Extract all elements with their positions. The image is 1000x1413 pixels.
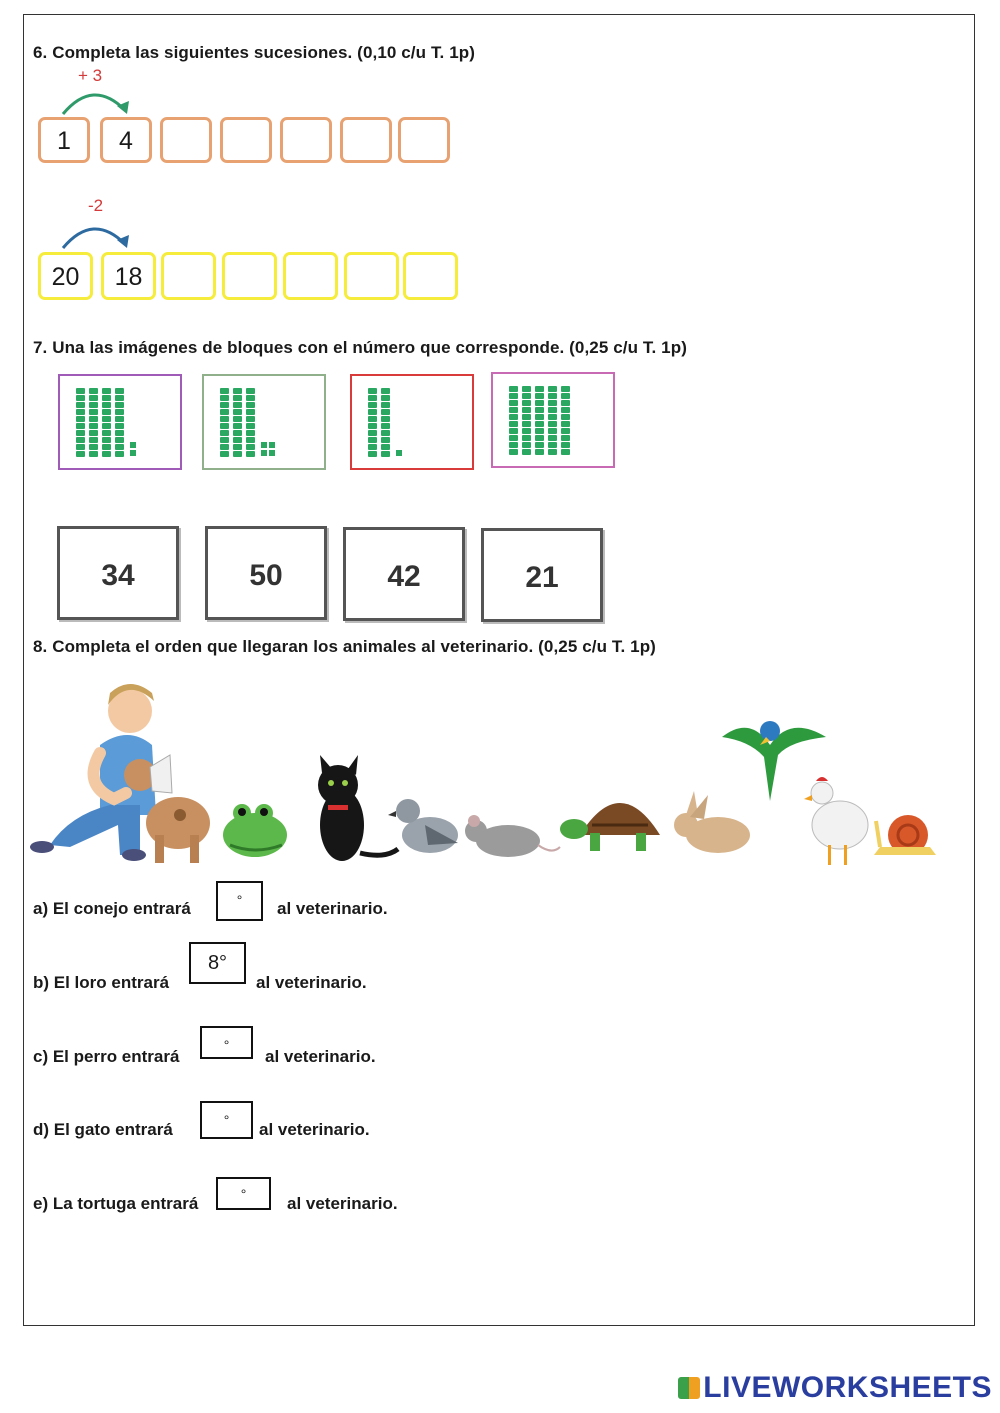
ten-rod-segment <box>246 437 255 443</box>
ten-rod-segment <box>368 388 377 394</box>
ten-rod-segment <box>220 388 229 394</box>
ten-rod-segment <box>509 407 518 413</box>
ten-rod-segment <box>368 451 377 457</box>
ten-rod-segment <box>246 395 255 401</box>
q7-title: 7. Una las imágenes de bloques con el número que corresponde. (0,25 c/u T. 1p) <box>33 338 687 357</box>
seq2-box-3[interactable] <box>161 252 216 300</box>
ten-rod-segment <box>522 407 531 413</box>
ten-rod-segment <box>233 423 242 429</box>
ten-rod-segment <box>89 451 98 457</box>
ten-rod-segment <box>89 423 98 429</box>
ten-rod-segment <box>548 414 557 420</box>
hen-icon <box>804 777 868 865</box>
ten-rod-segment <box>561 449 570 455</box>
answer-suffix-d: al veterinario. <box>259 1120 370 1139</box>
ten-rod-segment <box>522 386 531 392</box>
q8-title: 8. Completa el orden que llegaran los animales al veterinario. (0,25 c/u T. 1p) <box>33 637 656 656</box>
ten-rod-segment <box>561 407 570 413</box>
ten-rod-segment <box>76 402 85 408</box>
ten-rod-segment <box>115 388 124 394</box>
ten-rod-segment <box>76 423 85 429</box>
ten-rod-segment <box>233 402 242 408</box>
ten-rod-segment <box>548 407 557 413</box>
ten-rod-segment <box>368 395 377 401</box>
ten-rod-segment <box>535 442 544 448</box>
ten-rod-segment <box>509 386 518 392</box>
base-ten-blocks-icon <box>352 376 472 468</box>
ten-rod-segment <box>102 423 111 429</box>
ten-rod-segment <box>76 409 85 415</box>
ten-rod-segment <box>102 395 111 401</box>
ten-rod-segment <box>220 395 229 401</box>
block-card-4[interactable] <box>491 372 615 468</box>
ten-rod-segment <box>509 421 518 427</box>
ten-rod-segment <box>535 393 544 399</box>
ten-rod-segment <box>548 386 557 392</box>
ten-rod-segment <box>89 430 98 436</box>
ten-rod-segment <box>115 409 124 415</box>
ten-rod-segment <box>233 395 242 401</box>
ten-rod-segment <box>246 451 255 457</box>
ten-rod-segment <box>561 435 570 441</box>
ten-rod-segment <box>220 444 229 450</box>
ten-rod-segment <box>381 409 390 415</box>
ten-rod-segment <box>76 437 85 443</box>
seq2-operation: -2 <box>88 196 104 215</box>
vet-animals-illustration <box>30 675 945 875</box>
ten-rod-segment <box>246 423 255 429</box>
ten-rod-segment <box>102 430 111 436</box>
ten-rod-segment <box>535 435 544 441</box>
number-card-1[interactable]: 34 <box>57 526 179 620</box>
ten-rod-segment <box>115 437 124 443</box>
answer-input-b[interactable]: 8° <box>189 942 246 984</box>
ten-rod-segment <box>522 435 531 441</box>
ten-rod-segment <box>535 414 544 420</box>
answer-label-c: c) El perro entrará <box>33 1047 180 1066</box>
base-ten-blocks-icon <box>60 376 180 468</box>
unit-cube <box>269 450 275 456</box>
ten-rod-segment <box>548 449 557 455</box>
ten-rod-segment <box>535 400 544 406</box>
ten-rod-segment <box>368 402 377 408</box>
ten-rod-segment <box>522 400 531 406</box>
ten-rod-segment <box>233 451 242 457</box>
seq2-box-4[interactable] <box>222 252 277 300</box>
ten-rod-segment <box>246 409 255 415</box>
ten-rod-segment <box>522 393 531 399</box>
ten-rod-segment <box>522 442 531 448</box>
ten-rod-segment <box>509 428 518 434</box>
ten-rod-segment <box>89 402 98 408</box>
logo-text: LIVEWORKSHEETS <box>703 1371 992 1404</box>
ten-rod-segment <box>115 416 124 422</box>
liveworksheets-logo <box>678 1371 992 1405</box>
ten-rod-segment <box>89 444 98 450</box>
mouse-icon <box>465 815 560 857</box>
ten-rod-segment <box>522 428 531 434</box>
unit-cube <box>130 442 136 448</box>
ten-rod-segment <box>246 430 255 436</box>
unit-cube <box>261 450 267 456</box>
ten-rod-segment <box>89 437 98 443</box>
ten-rod-segment <box>89 409 98 415</box>
ten-rod-segment <box>102 409 111 415</box>
ten-rod-segment <box>381 444 390 450</box>
ten-rod-segment <box>115 395 124 401</box>
ten-rod-segment <box>561 414 570 420</box>
seq1-box-1: 1 <box>38 117 90 163</box>
ten-rod-segment <box>368 437 377 443</box>
seq2-box-2: 18 <box>101 252 156 300</box>
unit-cube <box>261 442 267 448</box>
unit-cube <box>269 442 275 448</box>
ten-rod-segment <box>368 423 377 429</box>
ten-rod-segment <box>381 437 390 443</box>
ten-rod-segment <box>76 451 85 457</box>
ten-rod-segment <box>115 430 124 436</box>
seq1-box-6[interactable] <box>340 117 392 163</box>
ten-rod-segment <box>561 393 570 399</box>
ten-rod-segment <box>233 430 242 436</box>
ten-rod-segment <box>233 416 242 422</box>
ten-rod-segment <box>522 414 531 420</box>
number-card-4[interactable]: 21 <box>481 528 603 622</box>
frog-icon <box>223 804 287 857</box>
ten-rod-segment <box>246 402 255 408</box>
ten-rod-segment <box>102 388 111 394</box>
ten-rod-segment <box>548 393 557 399</box>
ten-rod-segment <box>509 400 518 406</box>
block-card-3[interactable] <box>350 374 474 470</box>
answer-input-c[interactable]: ° <box>200 1026 253 1059</box>
ten-rod-segment <box>522 421 531 427</box>
ten-rod-segment <box>535 421 544 427</box>
base-ten-blocks-icon <box>204 376 324 468</box>
answer-suffix-c: al veterinario. <box>265 1047 376 1066</box>
ten-rod-segment <box>381 430 390 436</box>
ten-rod-segment <box>381 451 390 457</box>
ten-rod-segment <box>535 428 544 434</box>
ten-rod-segment <box>561 442 570 448</box>
ten-rod-segment <box>102 444 111 450</box>
ten-rod-segment <box>548 428 557 434</box>
ten-rod-segment <box>381 395 390 401</box>
ten-rod-segment <box>381 416 390 422</box>
ten-rod-segment <box>535 449 544 455</box>
ten-rod-segment <box>102 451 111 457</box>
unit-cube <box>130 450 136 456</box>
ten-rod-segment <box>76 430 85 436</box>
snail-icon <box>874 815 936 855</box>
ten-rod-segment <box>368 430 377 436</box>
ten-rod-segment <box>548 421 557 427</box>
ten-rod-segment <box>246 444 255 450</box>
ten-rod-segment <box>220 423 229 429</box>
answer-label-d: d) El gato entrará <box>33 1120 173 1139</box>
ten-rod-segment <box>89 416 98 422</box>
seq1-box-4[interactable] <box>220 117 272 163</box>
ten-rod-segment <box>548 435 557 441</box>
ten-rod-segment <box>381 388 390 394</box>
number-card-3[interactable]: 42 <box>343 527 465 621</box>
seq2-box-7[interactable] <box>403 252 458 300</box>
ten-rod-segment <box>102 416 111 422</box>
ten-rod-segment <box>220 451 229 457</box>
ten-rod-segment <box>368 409 377 415</box>
number-card-2[interactable]: 50 <box>205 526 327 620</box>
pigeon-icon <box>388 799 458 853</box>
ten-rod-segment <box>115 423 124 429</box>
ten-rod-segment <box>368 416 377 422</box>
ten-rod-segment <box>509 435 518 441</box>
seq1-arrow-icon <box>55 84 135 118</box>
seq2-box-1: 20 <box>38 252 93 300</box>
block-card-1[interactable] <box>58 374 182 470</box>
answer-suffix-a: al veterinario. <box>277 899 388 918</box>
ten-rod-segment <box>561 421 570 427</box>
seq1-box-5[interactable] <box>280 117 332 163</box>
seq2-box-5[interactable] <box>283 252 338 300</box>
answer-label-e: e) La tortuga entrará <box>33 1194 199 1213</box>
ten-rod-segment <box>220 416 229 422</box>
ten-rod-segment <box>561 428 570 434</box>
ten-rod-segment <box>233 437 242 443</box>
parrot-icon <box>722 721 826 801</box>
ten-rod-segment <box>233 444 242 450</box>
ten-rod-segment <box>535 407 544 413</box>
ten-rod-segment <box>115 451 124 457</box>
seq1-box-3[interactable] <box>160 117 212 163</box>
ten-rod-segment <box>509 414 518 420</box>
turtle-icon <box>560 803 660 851</box>
ten-rod-segment <box>246 388 255 394</box>
ten-rod-segment <box>509 393 518 399</box>
ten-rod-segment <box>220 437 229 443</box>
ten-rod-segment <box>509 442 518 448</box>
base-ten-blocks-icon <box>493 374 613 466</box>
ten-rod-segment <box>381 402 390 408</box>
ten-rod-segment <box>561 386 570 392</box>
ten-rod-segment <box>509 449 518 455</box>
ten-rod-segment <box>115 444 124 450</box>
ten-rod-segment <box>368 444 377 450</box>
answer-input-e[interactable]: ° <box>216 1177 271 1210</box>
ten-rod-segment <box>233 409 242 415</box>
ten-rod-segment <box>89 388 98 394</box>
ten-rod-segment <box>102 437 111 443</box>
ten-rod-segment <box>233 388 242 394</box>
rabbit-icon <box>674 791 750 853</box>
ten-rod-segment <box>535 386 544 392</box>
ten-rod-segment <box>522 449 531 455</box>
ten-rod-segment <box>381 423 390 429</box>
ten-rod-segment <box>561 400 570 406</box>
ten-rod-segment <box>220 430 229 436</box>
ten-rod-segment <box>76 388 85 394</box>
unit-cube <box>396 450 402 456</box>
answer-label-a: a) El conejo entrará <box>33 899 191 918</box>
ten-rod-segment <box>76 395 85 401</box>
ten-rod-segment <box>246 416 255 422</box>
seq1-operation: + 3 <box>78 66 103 85</box>
ten-rod-segment <box>548 400 557 406</box>
answer-suffix-b: al veterinario. <box>256 973 367 992</box>
ten-rod-segment <box>220 402 229 408</box>
ten-rod-segment <box>76 416 85 422</box>
block-card-2[interactable] <box>202 374 326 470</box>
seq1-box-2: 4 <box>100 117 152 163</box>
ten-rod-segment <box>548 442 557 448</box>
seq2-box-6[interactable] <box>344 252 399 300</box>
seq1-box-7[interactable] <box>398 117 450 163</box>
seq2-arrow-icon <box>55 218 135 252</box>
logo-icon <box>678 1377 700 1399</box>
ten-rod-segment <box>220 409 229 415</box>
cat-icon <box>318 755 398 861</box>
q6-title: 6. Completa las siguientes sucesiones. (0,10 c/u T. 1p) <box>33 43 475 62</box>
ten-rod-segment <box>115 402 124 408</box>
ten-rod-segment <box>89 395 98 401</box>
ten-rod-segment <box>102 402 111 408</box>
answer-suffix-e: al veterinario. <box>287 1194 398 1213</box>
answer-label-b: b) El loro entrará <box>33 973 170 992</box>
ten-rod-segment <box>76 444 85 450</box>
answer-input-d[interactable]: ° <box>200 1101 253 1139</box>
answer-input-a[interactable]: ° <box>216 881 263 921</box>
